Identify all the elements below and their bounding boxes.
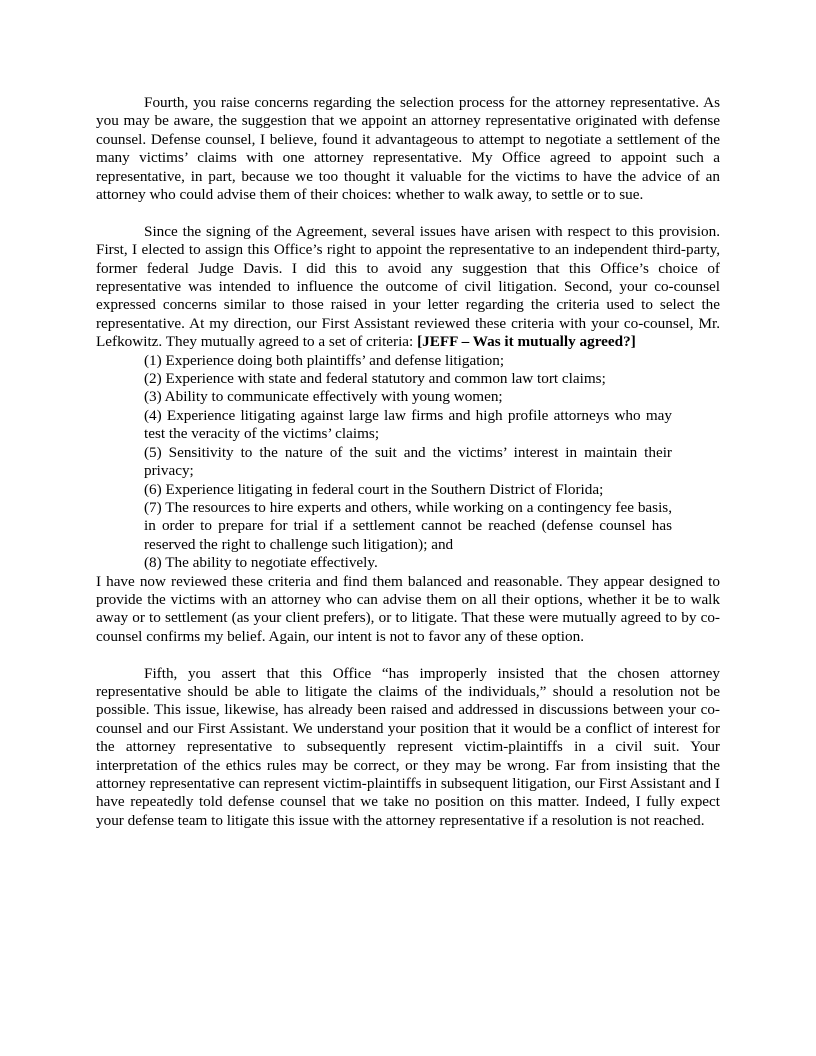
paragraph-spacer [96,204,720,222]
paragraph-agreement-text: Since the signing of the Agreement, several issues have arisen with respect to this provision. First, I elected to assign this Office’s right to appoint the representative to an independent third-party, former federal Judge Davis. I did this to avoid any suggestion that this Office’s choice of representative was intended to influence the outcome of civil litigation. Second, your co-counsel expressed concerns similar to those raised in your letter regarding the criteria used to select the representative. At my direction, our First Assistant reviewed these criteria with your co-counsel, Mr. Lefkowitz. They mutually agreed to a set of criteria: [96,222,720,351]
criteria-item: (7) The resources to hire experts and others, while working on a contingency fee basis, in order to prepare for trial if a settlement cannot be reached (defense counsel has reserved the right to challenge such litigation); and [144,498,672,553]
paragraph-spacer [96,646,720,664]
criteria-item: (4) Experience litigating against large law firms and high profile attorneys who may test the veracity of the victims’ claims; [144,406,672,443]
criteria-item: (3) Ability to communicate effectively with young women; [144,388,503,406]
paragraph-criteria-review: I have now reviewed these criteria and find them balanced and reasonable. They appear designed to provide the victims with an attorney who can advise them on all their options, whether it be to walk away or to settlement (as your client prefers), or to litigate. That these were mutually agreed to by co-counsel confirms my belief. Again, our intent is not to favor any of these option. [96,572,720,645]
letter-page [96,94,720,830]
criteria-item: (8) The ability to negotiate effectively. [144,554,378,572]
bracketed-note: [JEFF – Was it mutually agreed?] [417,333,636,351]
paragraph-litigation-position: Fifth, you assert that this Office “has improperly insisted that the chosen attorney representative should be able to litigate the claims of the individuals,” should a resolution not be possible. This issue, likewise, has already been raised and addressed in discussions between your co-counsel and our First Assistant. We understand your position that it would be a conflict of interest for the attorney representative to subsequently represent victim-plaintiffs in a civil suit. Your interpretation of the ethics rules may be correct, or they may be wrong. Far from insisting that the attorney representative can represent victim-plaintiffs in subsequent litigation, our First Assistant and I have repeatedly told defense counsel that we take no position on this matter. Indeed, I fully expect your defense team to litigate this issue with the attorney representative if a resolution is not reached. [96,664,720,829]
criteria-item: (6) Experience litigating in federal court in the Southern District of Florida; [144,480,604,498]
criteria-list [96,352,720,573]
criteria-item: (5) Sensitivity to the nature of the suit and the victims’ interest in maintain their privacy; [144,443,672,480]
criteria-item: (1) Experience doing both plaintiffs’ and defense litigation; [144,351,505,369]
paragraph-selection-process: Fourth, you raise concerns regarding the selection process for the attorney representative. As you may be aware, the suggestion that we appoint an attorney representative originated with defense counsel. Defense counsel, I believe, found it advantageous to attempt to negotiate a settlement of the many victims’ claims with one attorney representative. My Office agreed to appoint such a representative, in part, because we too thought it valuable for the victims to have the advice of an attorney who could advise them of their choices: whether to walk away, to settle or to sue. [96,94,720,204]
criteria-item: (2) Experience with state and federal statutory and common law tort claims; [144,370,606,388]
paragraph-agreement-issues [96,223,720,352]
